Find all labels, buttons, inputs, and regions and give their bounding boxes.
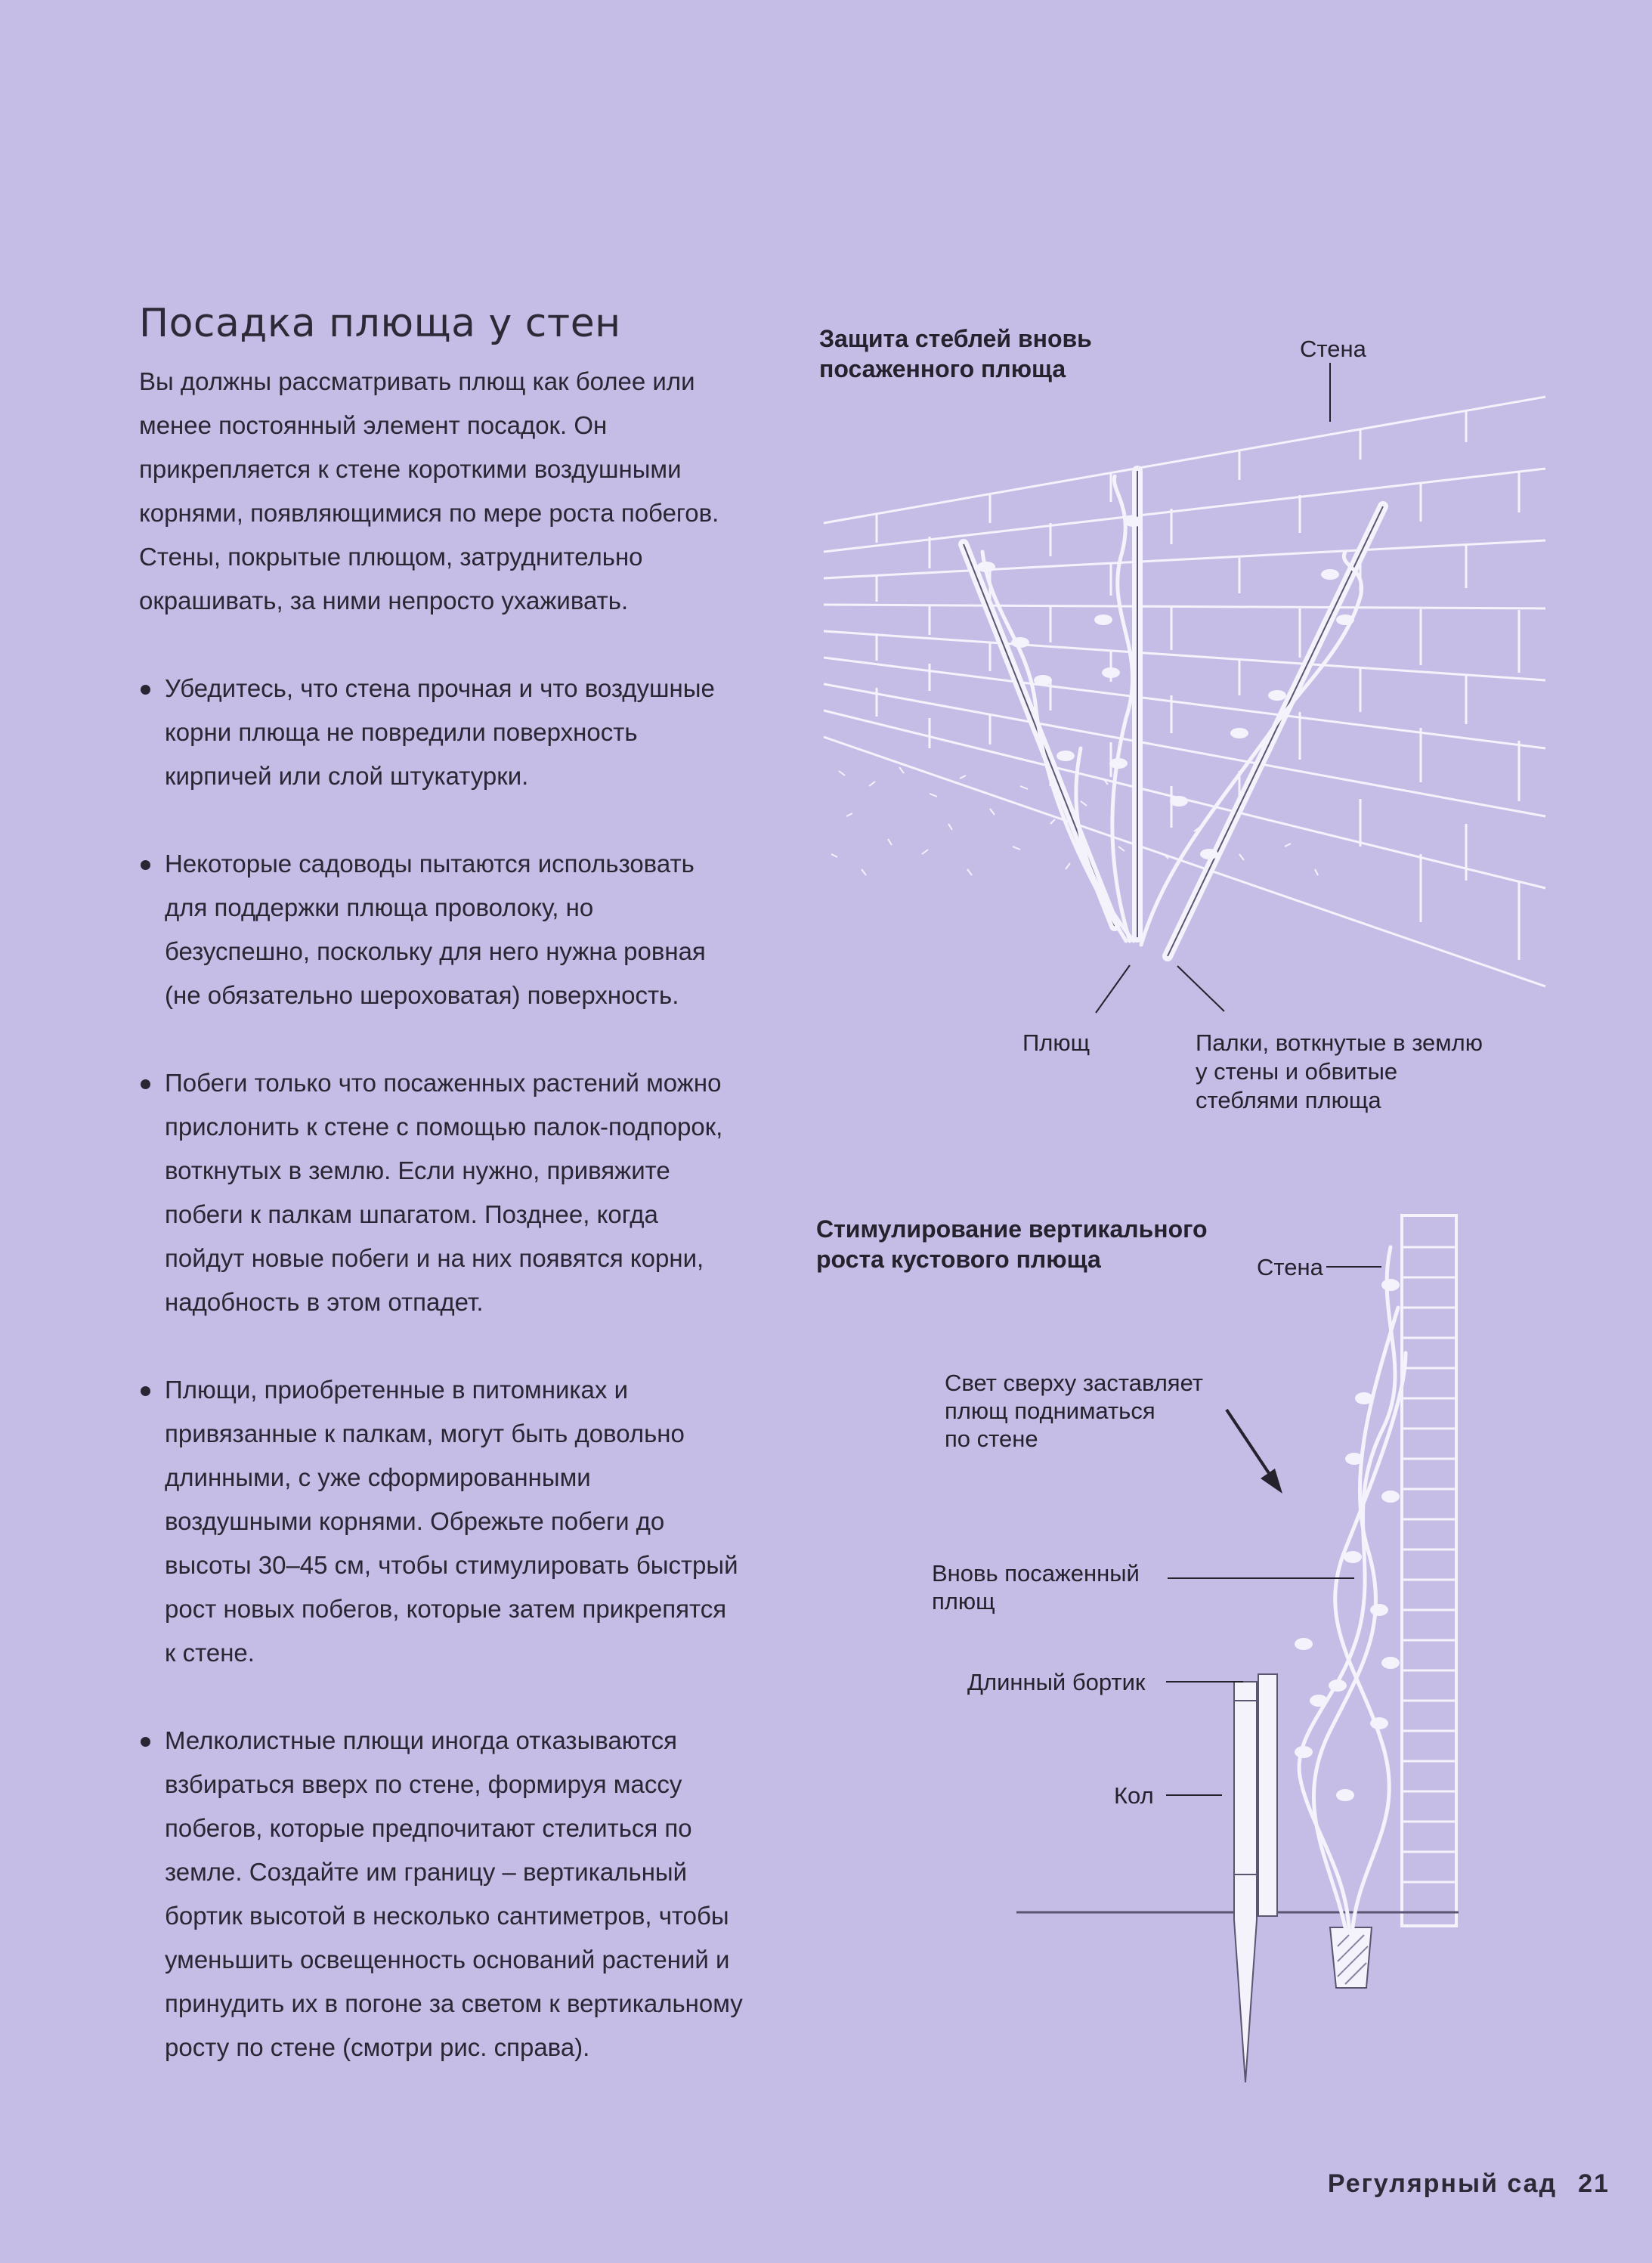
figure2-title-line: Стимулирование вертикального (816, 1215, 1208, 1243)
section-name: Регулярный сад (1327, 2169, 1558, 2198)
figure1-title-line: Защита стеблей вновь (819, 325, 1092, 352)
label-sticks-2: у стены и обвитые (1196, 1058, 1398, 1085)
label-stake: Кол (1114, 1782, 1154, 1809)
label-light-1: Свет сверху заставляет (945, 1370, 1203, 1396)
label-light-2: плющ подниматься (945, 1398, 1155, 1424)
bullet-item: Убедитесь, что стена прочная и что воздушные корни плюща не повредили поверхность кирпичей или слой штукатурки. (139, 667, 744, 798)
article (139, 301, 744, 2113)
label-wall: Стена (1257, 1254, 1323, 1280)
label-edge: Длинный бортик (967, 1669, 1146, 1695)
intro-paragraph: Вы должны рассматривать плющ как более или менее постоянный элемент посадок. Он прикрепляется к стене короткими воздушными корнями, появляющимися по мере роста побегов. Стены, покрытые плющом, затруднительно окрашивать, за ними непросто ухаживать. (139, 367, 719, 615)
figure2-illustration (816, 1202, 1632, 2094)
figure1-title-line: посаженного плюща (819, 355, 1066, 382)
label-new-ivy-2: плющ (932, 1588, 995, 1614)
figure2-title-line: роста кустового плюща (816, 1246, 1101, 1273)
bullet-item: Побеги только что посаженных растений можно прислонить к стене с помощью палок-подпорок, воткнутых в землю. Если нужно, привяжите побеги к палкам шпагатом. Позднее, когда пойдут новые побеги и на них появятся корни, надобность в этом отпадет. (139, 1061, 744, 1324)
bullet-item: Некоторые садоводы пытаются использовать для поддержки плюща проволоку, но безуспешно, поскольку для него нужна ровная (не обязательно шероховатая) поверхность. (139, 842, 744, 1017)
label-ivy: Плющ (1022, 1029, 1091, 1056)
bullet-item: Мелколистные плющи иногда отказываются взбираться вверх по стене, формируя массу побегов, которые предпочитают стелиться по земле. Создайте им границу – вертикальный бортик высотой в несколько сантиметров, чтобы уменьшить освещенность оснований растений и принудить их в погоне за светом к вертикальному росту по стене (смотри рис. справа). (139, 1719, 744, 2070)
label-sticks-1: Палки, воткнутые в землю (1196, 1029, 1483, 1056)
page-number: 21 (1578, 2169, 1610, 2198)
label-sticks-3: стеблями плюща (1196, 1087, 1381, 1113)
figure1-illustration (816, 325, 1617, 1141)
support-sticks (964, 471, 1383, 956)
page-title: Посадка плюща у стен (139, 301, 621, 346)
light-arrow-icon (1227, 1410, 1282, 1494)
plant-pot (1330, 1927, 1372, 1988)
edging-board (1258, 1674, 1277, 1916)
label-wall: Стена (1300, 336, 1366, 362)
bullet-item: Плющи, приобретенные в питомниках и привязанные к палкам, могут быть довольно длинными, с уже сформированными воздушными корнями. Обрежьте побеги до высоты 30–45 см, чтобы стимулировать быстрый рост новых побегов, которые затем прикрепятся к стене. (139, 1368, 744, 1675)
bullet-list (139, 667, 744, 2070)
brick-column (1402, 1215, 1456, 1926)
page-footer (1307, 2169, 1610, 2199)
label-light-3: по стене (945, 1426, 1038, 1452)
label-new-ivy-1: Вновь посаженный (932, 1560, 1140, 1587)
ivy-vines (1299, 1247, 1406, 1927)
brick-wall (824, 397, 1545, 986)
